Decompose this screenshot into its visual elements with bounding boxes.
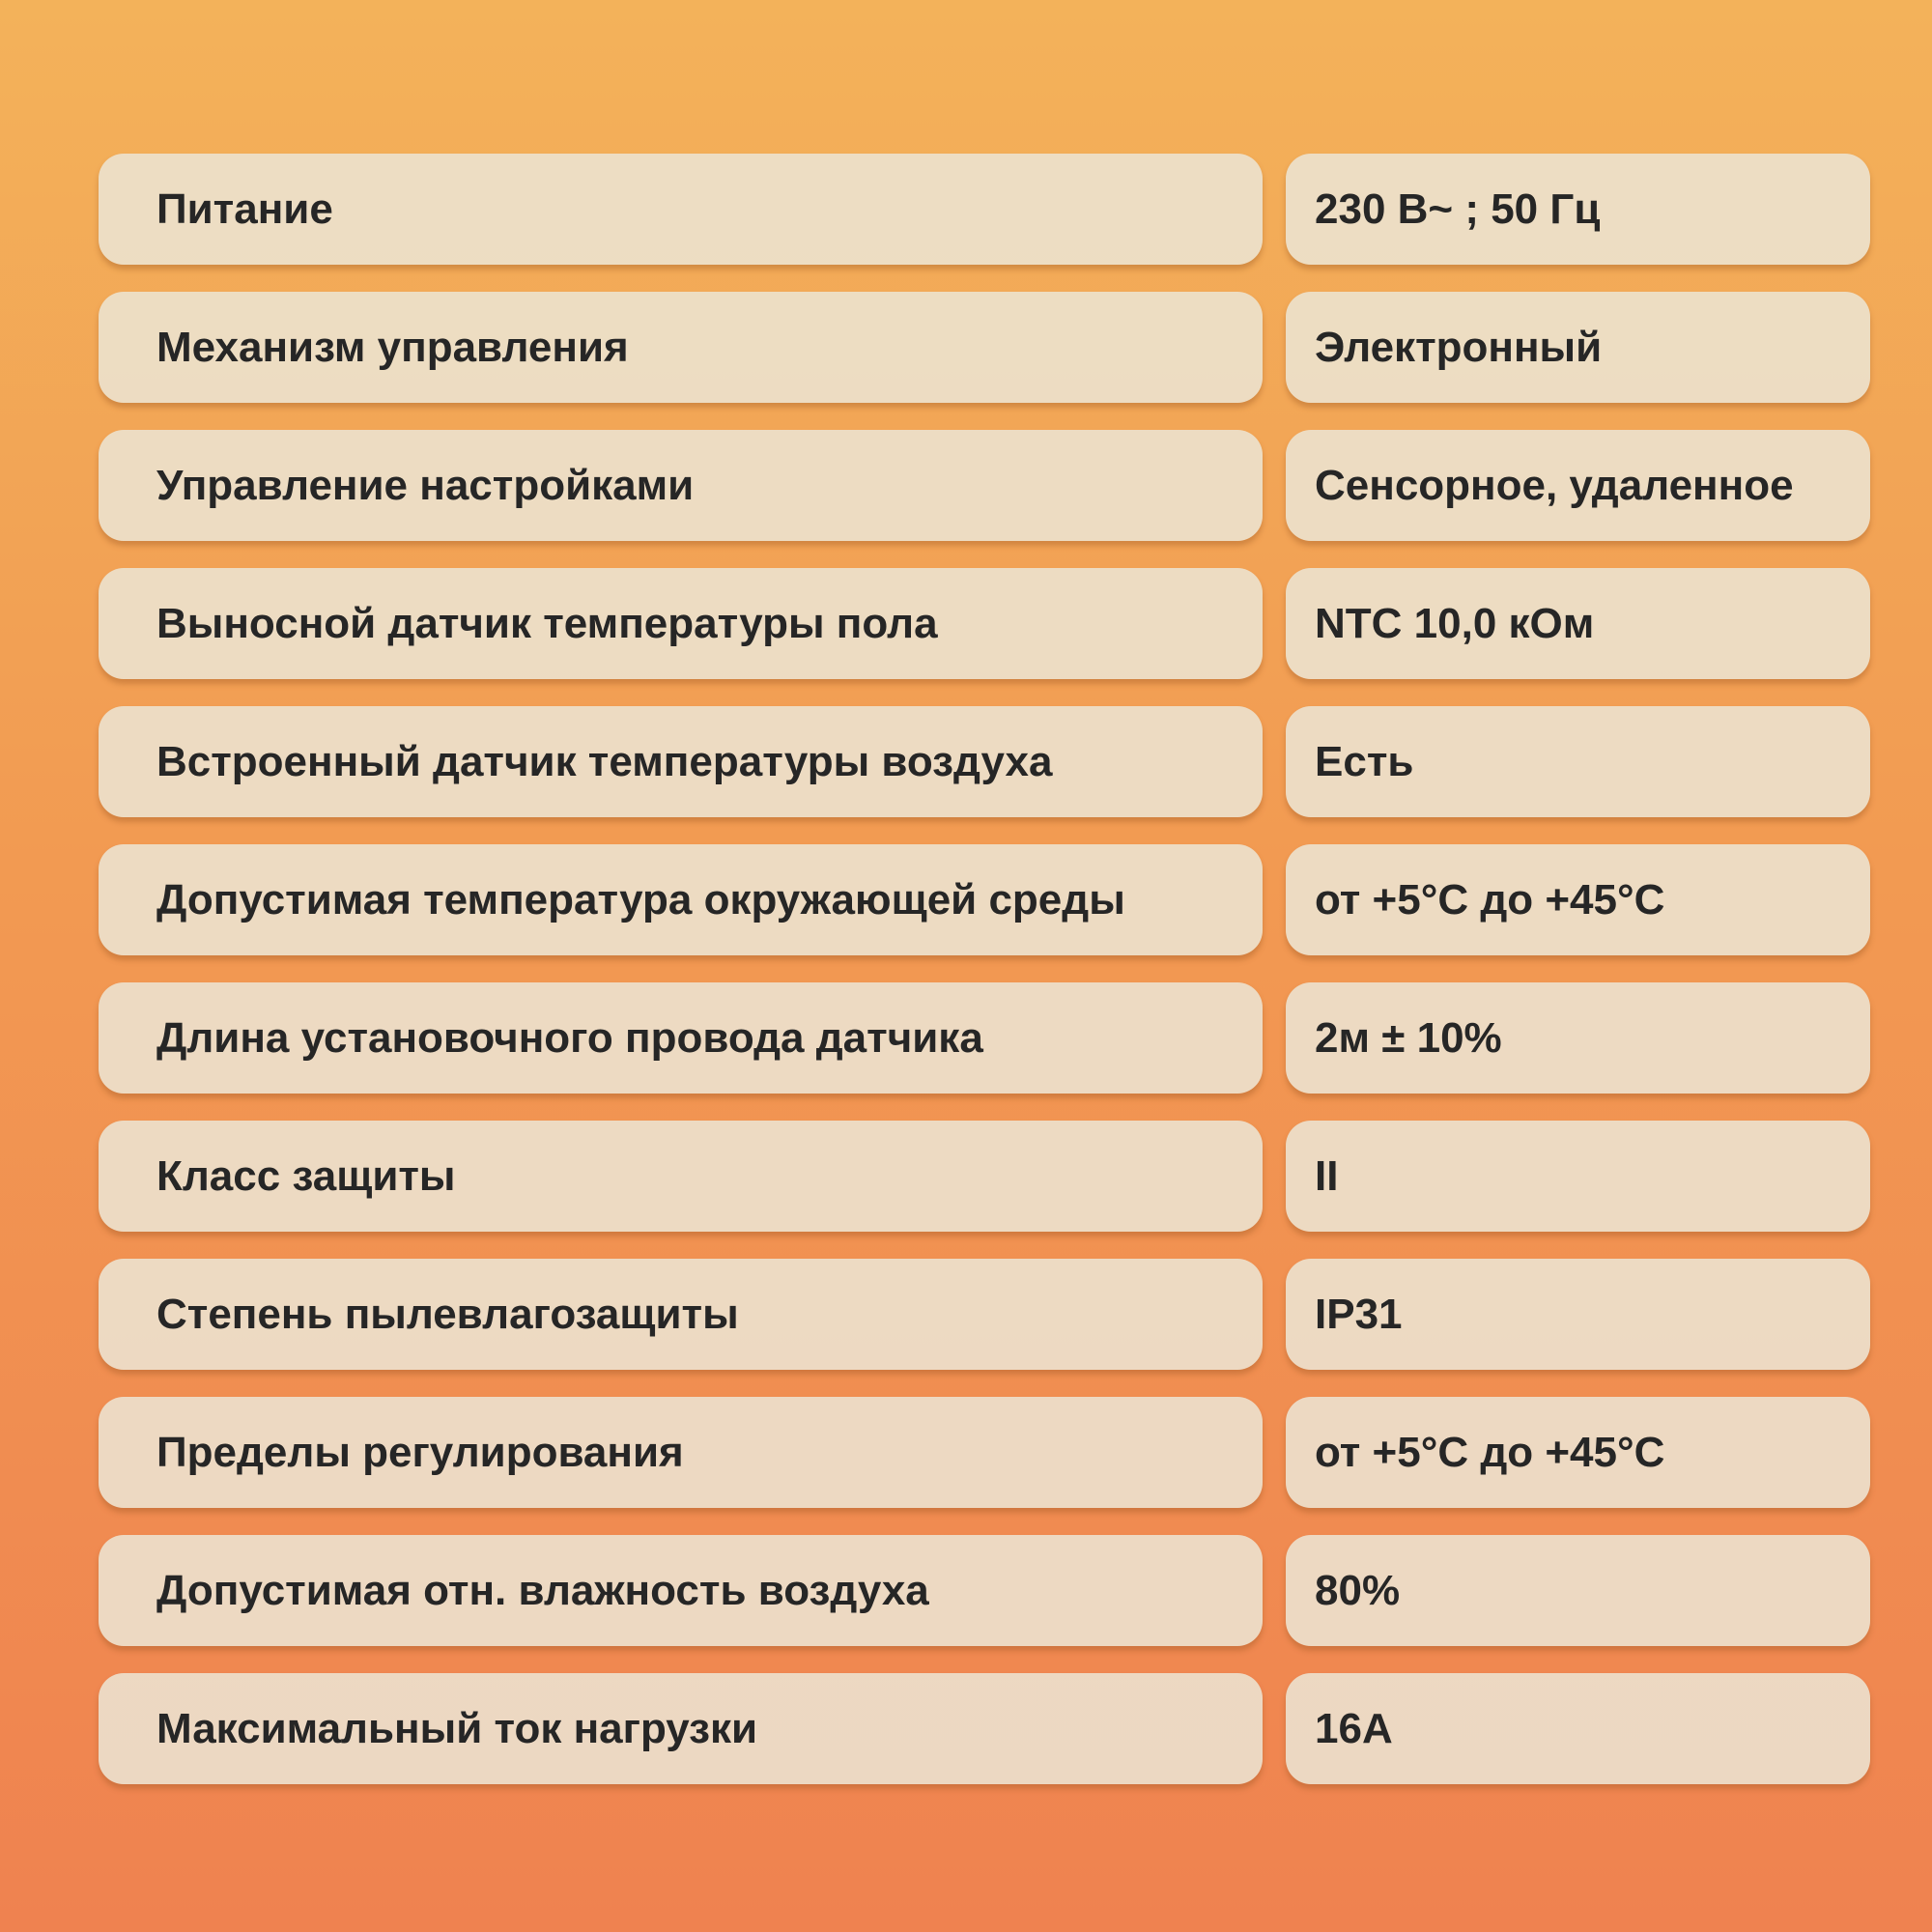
spec-label: Допустимая отн. влажность воздуха (99, 1535, 1263, 1646)
spec-value: 2м ± 10% (1286, 982, 1870, 1094)
spec-value: 230 В~ ; 50 Гц (1286, 154, 1870, 265)
spec-label: Класс защиты (99, 1121, 1263, 1232)
spec-value: Электронный (1286, 292, 1870, 403)
spec-row (99, 844, 1870, 955)
spec-row (99, 430, 1870, 541)
spec-label: Встроенный датчик температуры воздуха (99, 706, 1263, 817)
spec-value: IP31 (1286, 1259, 1870, 1370)
spec-value: от +5°С до +45°С (1286, 844, 1870, 955)
spec-value: от +5°С до +45°С (1286, 1397, 1870, 1508)
spec-row (99, 982, 1870, 1094)
spec-label: Питание (99, 154, 1263, 265)
spec-value: 80% (1286, 1535, 1870, 1646)
spec-label: Максимальный ток нагрузки (99, 1673, 1263, 1784)
spec-row (99, 1121, 1870, 1232)
spec-label: Длина установочного провода датчика (99, 982, 1263, 1094)
spec-label: Управление настройками (99, 430, 1263, 541)
spec-label: Пределы регулирования (99, 1397, 1263, 1508)
spec-row (99, 1535, 1870, 1646)
spec-value: II (1286, 1121, 1870, 1232)
spec-row (99, 1259, 1870, 1370)
spec-label: Степень пылевлагозащиты (99, 1259, 1263, 1370)
spec-value: 16А (1286, 1673, 1870, 1784)
spec-row (99, 292, 1870, 403)
spec-value: Сенсорное, удаленное (1286, 430, 1870, 541)
spec-row (99, 706, 1870, 817)
spec-label: Допустимая температура окружающей среды (99, 844, 1263, 955)
spec-row (99, 1673, 1870, 1784)
spec-label: Выносной датчик температуры пола (99, 568, 1263, 679)
spec-row (99, 568, 1870, 679)
spec-row (99, 154, 1870, 265)
spec-label: Механизм управления (99, 292, 1263, 403)
spec-value: Есть (1286, 706, 1870, 817)
spec-value: NTC 10,0 кОм (1286, 568, 1870, 679)
spec-table (99, 154, 1870, 1811)
spec-row (99, 1397, 1870, 1508)
